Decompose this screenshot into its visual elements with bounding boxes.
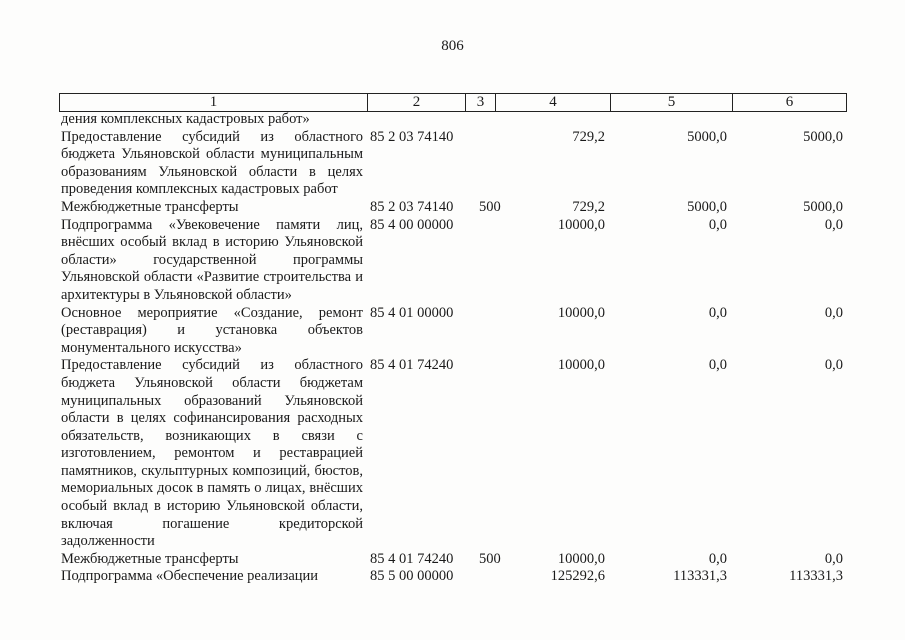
row-description: Предоставление субсидий из областного бюджета Ульяновской области муниципальным образованиям Ульяновской области в целях проведения комплексных кадастровых работ (61, 128, 363, 198)
row-amount-col-6: 0,0 (824, 304, 843, 321)
row-description: Межбюджетные трансферты (61, 550, 239, 567)
row-expense-type: 500 (479, 550, 501, 567)
row-description: Межбюджетные трансферты (61, 198, 239, 215)
row-amount-col-5: 0,0 (708, 216, 727, 233)
header-col-6: 6 (785, 94, 794, 110)
row-amount-col-5: 5000,0 (687, 128, 727, 145)
row-description: Подпрограмма «Обеспечение реализации (61, 568, 319, 585)
row-amount-col-6: 0,0 (824, 357, 843, 374)
row-amount-col-5: 5000,0 (687, 198, 727, 215)
table-row (59, 217, 847, 305)
row-code: 85 5 00 00000 (370, 568, 454, 585)
table-row (59, 129, 847, 199)
table-row (59, 111, 847, 129)
row-amount-col-5: 0,0 (708, 304, 727, 321)
row-amount-col-4: 10000,0 (557, 357, 605, 374)
header-col-2: 2 (368, 94, 466, 111)
row-expense-type: 500 (479, 198, 501, 215)
row-amount-col-4: 10000,0 (557, 550, 605, 567)
row-amount-col-4: 125292,6 (550, 568, 605, 585)
row-description: Предоставление субсидий из областного бюджета Ульяновской области бюджетам муниципальных образований Ульяновской области в целях софинансирования расходных обязательств, возникающих в связи с изготовлением, ремонтом и реставрацией памятников, скульптурных композиций, бюстов, мемориальных досок в память о лицах, внёсших особый вклад в историю Ульяновской области, включая погашение кредиторской задолженности (61, 357, 363, 550)
row-amount-col-4: 10000,0 (557, 304, 605, 321)
row-description: дения комплексных кадастровых работ» (61, 111, 310, 127)
row-amount-col-6: 5000,0 (803, 128, 843, 145)
row-amount-col-4: 729,2 (572, 198, 605, 215)
header-col-5: 5 (611, 94, 733, 111)
row-code: 85 4 01 74240 (370, 550, 454, 567)
page-number: 806 (441, 38, 464, 54)
row-code: 85 2 03 74140 (370, 128, 454, 145)
row-description: Подпрограмма «Увековечение памяти лиц, внёсших особый вклад в историю Ульяновской области» государственной программы Ульяновской области «Развитие строительства и архитектуры в Ульяновской области» (61, 216, 363, 303)
row-code: 85 2 03 74140 (370, 198, 454, 215)
header-col-4: 4 (496, 94, 611, 111)
table-row (59, 357, 847, 551)
row-code: 85 4 01 00000 (370, 304, 454, 321)
row-amount-col-6: 113331,3 (789, 568, 843, 585)
row-amount-col-4: 729,2 (572, 128, 605, 145)
row-amount-col-5: 113331,3 (673, 568, 727, 585)
header-col-1: 1 (60, 94, 368, 111)
header-col-3: 3 (466, 94, 496, 111)
row-amount-col-5: 0,0 (708, 357, 727, 374)
table-row (59, 568, 847, 586)
row-amount-col-4: 10000,0 (557, 216, 605, 233)
row-amount-col-6: 0,0 (824, 550, 843, 567)
row-amount-col-6: 5000,0 (803, 198, 843, 215)
table-row (59, 305, 847, 358)
table-header (59, 93, 847, 112)
table-row (59, 551, 847, 569)
table-row (59, 199, 847, 217)
row-code: 85 4 00 00000 (370, 216, 454, 233)
row-amount-col-6: 0,0 (824, 216, 843, 233)
row-code: 85 4 01 74240 (370, 357, 454, 374)
row-description: Основное мероприятие «Создание, ремонт (реставрация) и установка объектов монументального искусства» (61, 304, 363, 356)
row-amount-col-5: 0,0 (708, 550, 727, 567)
table-body (59, 111, 847, 586)
